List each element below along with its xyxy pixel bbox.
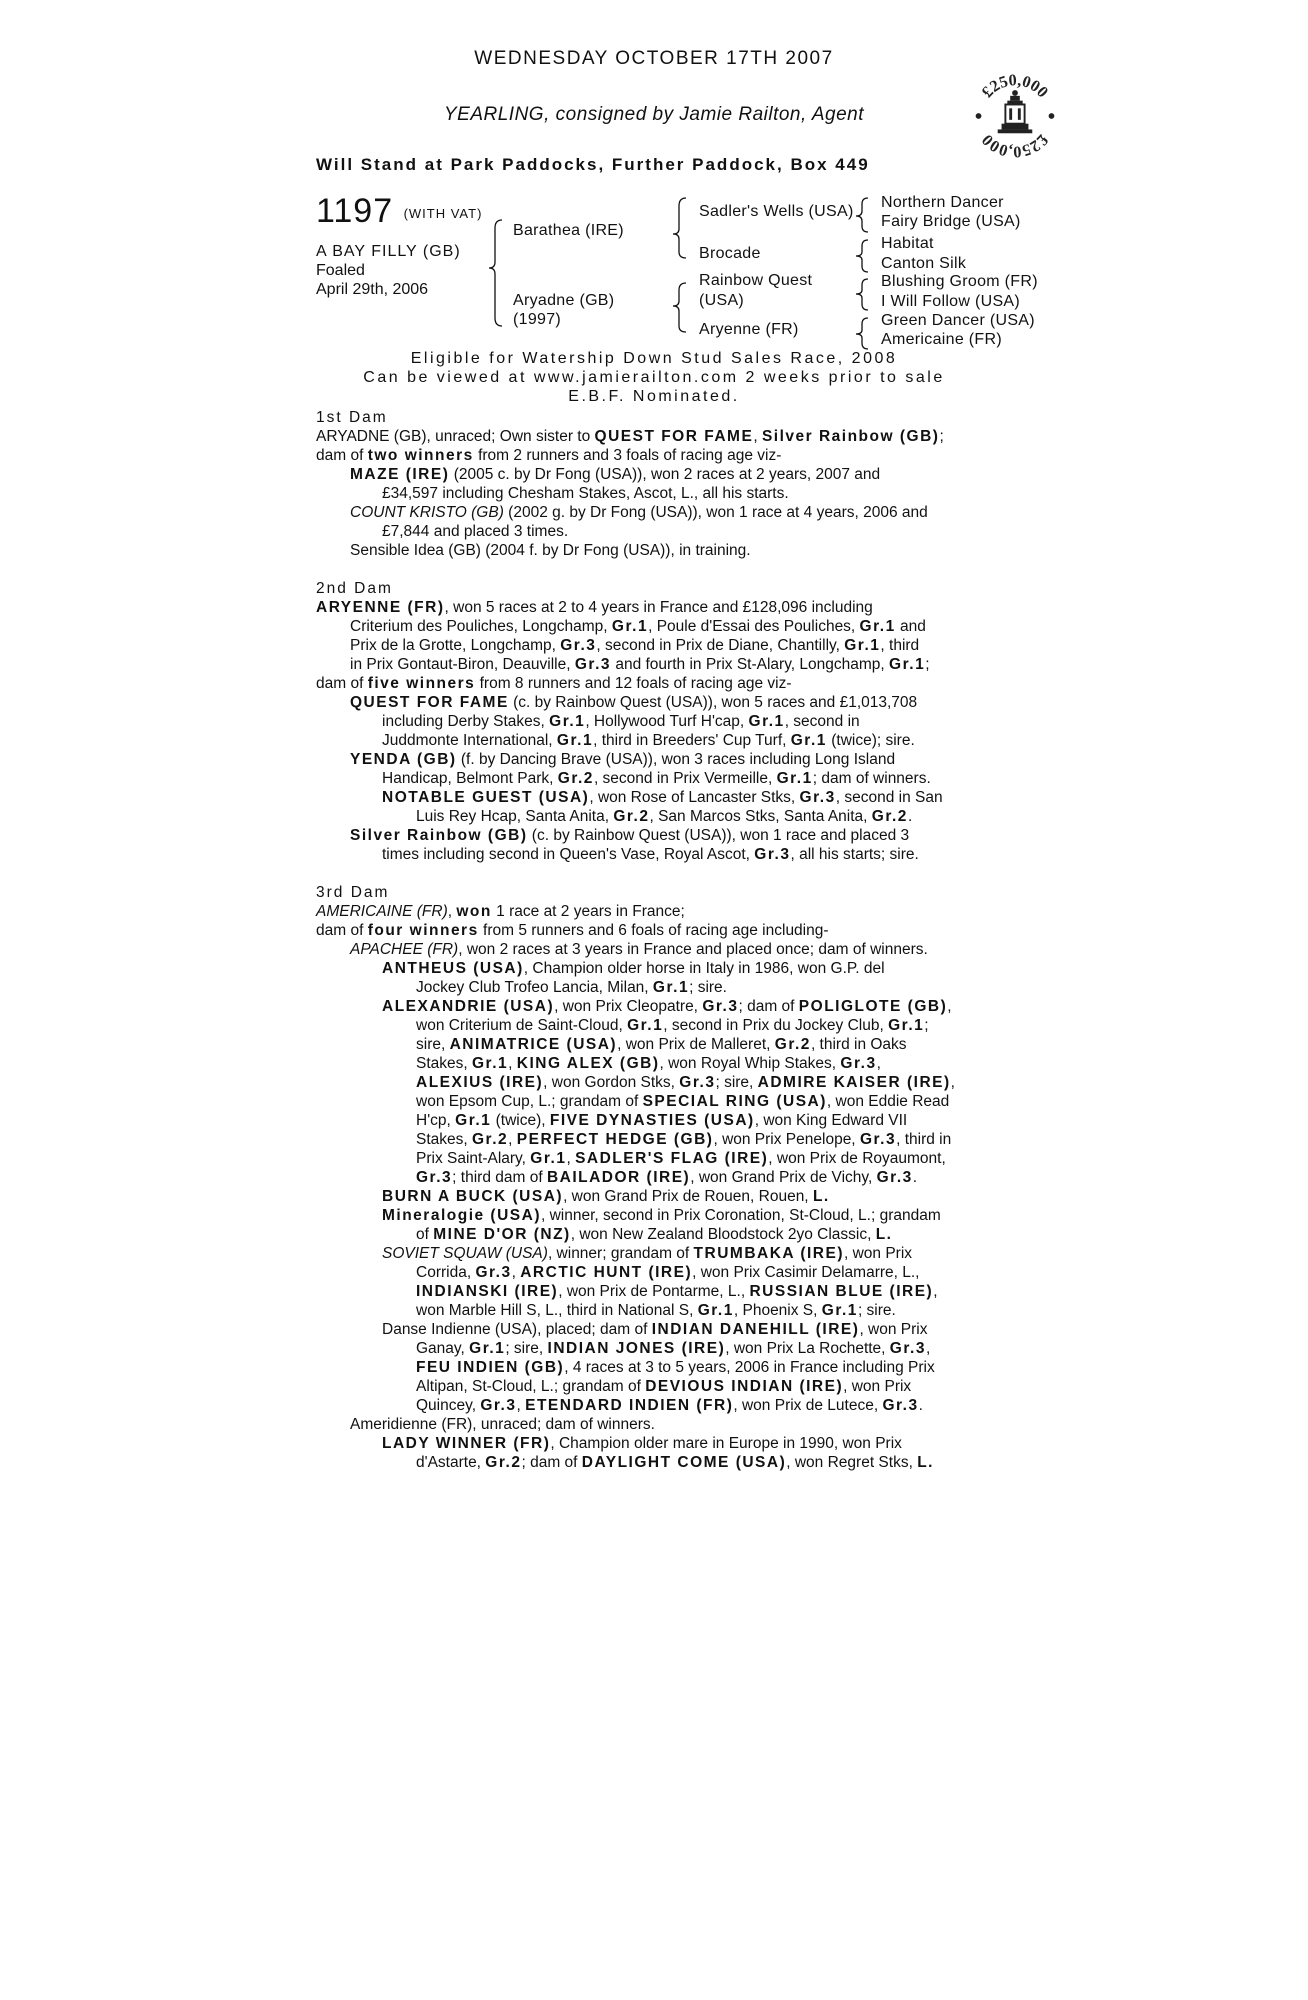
third-dam-line: Corrida, Gr.3, ARCTIC HUNT (IRE), won Prix Casimir Delamarre, L., <box>416 1264 920 1281</box>
stamp-top-text: £250,000 <box>977 70 1053 102</box>
first-dam-line: £34,597 including Chesham Stakes, Ascot, L., all his starts. <box>382 485 789 502</box>
third-dam-heading: 3rd Dam <box>316 884 390 901</box>
third-dam-line: won Marble Hill S, L., third in National S, Gr.1, Phoenix S, Gr.1; sire. <box>416 1302 896 1319</box>
sss: Northern Dancer <box>881 194 1004 211</box>
second-dam-line: dam of five winners from 8 runners and 12 foals of racing age viz- <box>316 675 792 692</box>
third-dam-line: Ameridienne (FR), unraced; dam of winners. <box>350 1416 655 1433</box>
first-dam-line: dam of two winners from 2 runners and 3 foals of racing age viz- <box>316 447 782 464</box>
third-dam-line: AMERICAINE (FR), won 1 race at 2 years in France; <box>316 903 685 920</box>
second-dam-line: Silver Rainbow (GB) (c. by Rainbow Quest (USA)), won 1 race and placed 3 <box>350 827 910 844</box>
stamp-bottom-text: £250,000 <box>977 130 1053 162</box>
dam-sire: Rainbow Quest <box>699 272 813 289</box>
catalogue-body <box>316 408 1006 1472</box>
second-dam-line: Criterium des Pouliches, Longchamp, Gr.1, Poule d'Essai des Pouliches, Gr.1 and <box>350 618 926 635</box>
third-dam-line: Gr.3; third dam of BAILADOR (IRE), won Grand Prix de Vichy, Gr.3. <box>416 1169 918 1186</box>
foaled-date: April 29th, 2006 <box>316 281 429 298</box>
stand-location: Will Stand at Park Paddocks, Further Paddock, Box 449 <box>316 155 870 174</box>
third-dam-line: LADY WINNER (FR), Champion older mare in Europe in 1990, won Prix <box>382 1435 902 1452</box>
sdd: Canton Silk <box>881 255 967 272</box>
third-dam-line: Stakes, Gr.2, PERFECT HEDGE (GB), won Prix Penelope, Gr.3, third in <box>416 1131 952 1148</box>
third-dam-line: won Criterium de Saint-Cloud, Gr.1, second in Prix du Jockey Club, Gr.1; <box>416 1017 929 1034</box>
dsd: I Will Follow (USA) <box>881 293 1021 310</box>
first-dam-heading: 1st Dam <box>316 409 388 426</box>
foaled-label: Foaled <box>316 262 365 279</box>
second-dam-line: including Derby Stakes, Gr.1, Hollywood Turf H'cap, Gr.1, second in <box>382 713 860 730</box>
dam-dam: Aryenne (FR) <box>699 321 799 338</box>
second-dam-line: Handicap, Belmont Park, Gr.2, second in Prix Vermeille, Gr.1; dam of winners. <box>382 770 931 787</box>
third-dam-line: SOVIET SQUAW (USA), winner; grandam of TRUMBAKA (IRE), won Prix <box>382 1245 913 1262</box>
info-block <box>0 349 1308 406</box>
second-dam-line: in Prix Gontaut-Biron, Deauville, Gr.3 and fourth in Prix St-Alary, Longchamp, Gr.1; <box>350 656 930 673</box>
second-dam-line: NOTABLE GUEST (USA), won Rose of Lancaster Stks, Gr.3, second in San <box>382 789 943 806</box>
third-dam-line: ALEXIUS (IRE), won Gordon Stks, Gr.3; sire, ADMIRE KAISER (IRE), <box>416 1074 955 1091</box>
eligible-line: Eligible for Watership Down Stud Sales Race, 2008 <box>410 350 898 367</box>
first-dam-line: Sensible Idea (GB) (2004 f. by Dr Fong (USA)), in training. <box>350 542 751 559</box>
third-dam-line: won Epsom Cup, L.; grandam of SPECIAL RING (USA), won Eddie Read <box>416 1093 950 1110</box>
second-dam-line: Juddmonte International, Gr.1, third in Breeders' Cup Turf, Gr.1 (twice); sire. <box>382 732 915 749</box>
third-dam-line: Stakes, Gr.1, KING ALEX (GB), won Royal Whip Stakes, Gr.3, <box>416 1055 881 1072</box>
second-dam-line: ARYENNE (FR), won 5 races at 2 to 4 years in France and £128,096 including <box>316 599 873 616</box>
third-dam-line: Altipan, St-Cloud, L.; grandam of DEVIOUS INDIAN (IRE), won Prix <box>416 1378 912 1395</box>
second-dam-line: times including second in Queen's Vase, Royal Ascot, Gr.3, all his starts; sire. <box>382 846 919 863</box>
dam-year: (1997) <box>513 311 562 328</box>
second-dam-line: Luis Rey Hcap, Santa Anita, Gr.2, San Marcos Stks, Santa Anita, Gr.2. <box>416 808 913 825</box>
third-dam-line: sire, ANIMATRICE (USA), won Prix de Malleret, Gr.2, third in Oaks <box>416 1036 907 1053</box>
third-dam-line: Danse Indienne (USA), placed; dam of INDIAN DANEHILL (IRE), won Prix <box>382 1321 928 1338</box>
third-dam-line: INDIANSKI (IRE), won Prix de Pontarme, L., RUSSIAN BLUE (IRE), <box>416 1283 938 1300</box>
third-dam-line: ALEXANDRIE (USA), won Prix Cleopatre, Gr.3; dam of POLIGLOTE (GB), <box>382 998 952 1015</box>
ebf-line: E.B.F. Nominated. <box>568 388 740 405</box>
first-dam-line: £7,844 and placed 3 times. <box>382 523 569 540</box>
third-dam-line: APACHEE (FR), won 2 races at 3 years in France and placed once; dam of winners. <box>350 941 928 958</box>
first-dam-line: COUNT KRISTO (GB) (2002 g. by Dr Fong (USA)), won 1 race at 4 years, 2006 and <box>350 504 928 521</box>
third-dam-line: BURN A BUCK (USA), won Grand Prix de Rouen, Rouen, L. <box>382 1188 830 1205</box>
first-dam-line: MAZE (IRE) (2005 c. by Dr Fong (USA)), won 2 races at 2 years, 2007 and <box>350 466 881 483</box>
sire-dam: Brocade <box>699 245 761 262</box>
third-dam-line: H'cp, Gr.1 (twice), FIVE DYNASTIES (USA), won King Edward VII <box>416 1112 908 1129</box>
lot-number: 1197 <box>316 192 394 230</box>
third-dam-line: Mineralogie (USA), winner, second in Prix Coronation, St-Cloud, L.; grandam <box>382 1207 941 1224</box>
ssd: Fairy Bridge (USA) <box>881 213 1021 230</box>
third-dam-line: d'Astarte, Gr.2; dam of DAYLIGHT COME (USA), won Regret Stks, L. <box>416 1454 934 1471</box>
third-dam-line: dam of four winners from 5 runners and 6 foals of racing age including- <box>316 922 829 939</box>
dam: Aryadne (GB) <box>513 292 615 309</box>
sire: Barathea (IRE) <box>513 222 624 239</box>
viewing-line: Can be viewed at www.jamierailton.com 2 weeks prior to sale <box>363 369 945 386</box>
vat-note: (WITH VAT) <box>403 206 483 221</box>
sire-sire: Sadler's Wells (USA) <box>699 203 854 220</box>
ddd: Americaine (FR) <box>881 331 1002 348</box>
second-dam-line: YENDA (GB) (f. by Dancing Brave (USA)), won 3 races including Long Island <box>350 751 896 768</box>
third-dam-line: Ganay, Gr.1; sire, INDIAN JONES (IRE), won Prix La Rochette, Gr.3, <box>416 1340 931 1357</box>
lot-description: A BAY FILLY (GB) <box>316 243 461 260</box>
third-dam-line: Jockey Club Trofeo Lancia, Milan, Gr.1; sire. <box>416 979 727 996</box>
third-dam-line: Prix Saint-Alary, Gr.1, SADLER'S FLAG (IRE), won Prix de Royaumont, <box>416 1150 946 1167</box>
sds: Habitat <box>881 235 934 252</box>
consignment-line: YEARLING, consigned by Jamie Railton, Agent <box>444 104 864 125</box>
sale-date: WEDNESDAY OCTOBER 17TH 2007 <box>474 48 834 69</box>
dss: Blushing Groom (FR) <box>881 273 1038 290</box>
third-dam-line: Quincey, Gr.3, ETENDARD INDIEN (FR), won Prix de Lutece, Gr.3. <box>416 1397 923 1414</box>
pedigree-braces <box>0 0 1308 360</box>
third-dam-line: of MINE D'OR (NZ), won New Zealand Bloodstock 2yo Classic, L. <box>416 1226 893 1243</box>
second-dam-line: Prix de la Grotte, Longchamp, Gr.3, second in Prix de Diane, Chantilly, Gr.1, third <box>350 637 920 654</box>
second-dam-line: QUEST FOR FAME (c. by Rainbow Quest (USA)), won 5 races and £1,013,708 <box>350 694 918 711</box>
second-dam-heading: 2nd Dam <box>316 580 393 597</box>
third-dam-line: ANTHEUS (USA), Champion older horse in Italy in 1986, won G.P. del <box>382 960 885 977</box>
dam-sire-suffix: (USA) <box>699 292 745 309</box>
third-dam-line: FEU INDIEN (GB), 4 races at 3 to 5 years, 2006 in France including Prix <box>416 1359 935 1376</box>
first-dam-line: ARYADNE (GB), unraced; Own sister to QUEST FOR FAME, Silver Rainbow (GB); <box>316 428 944 445</box>
dds: Green Dancer (USA) <box>881 312 1035 329</box>
